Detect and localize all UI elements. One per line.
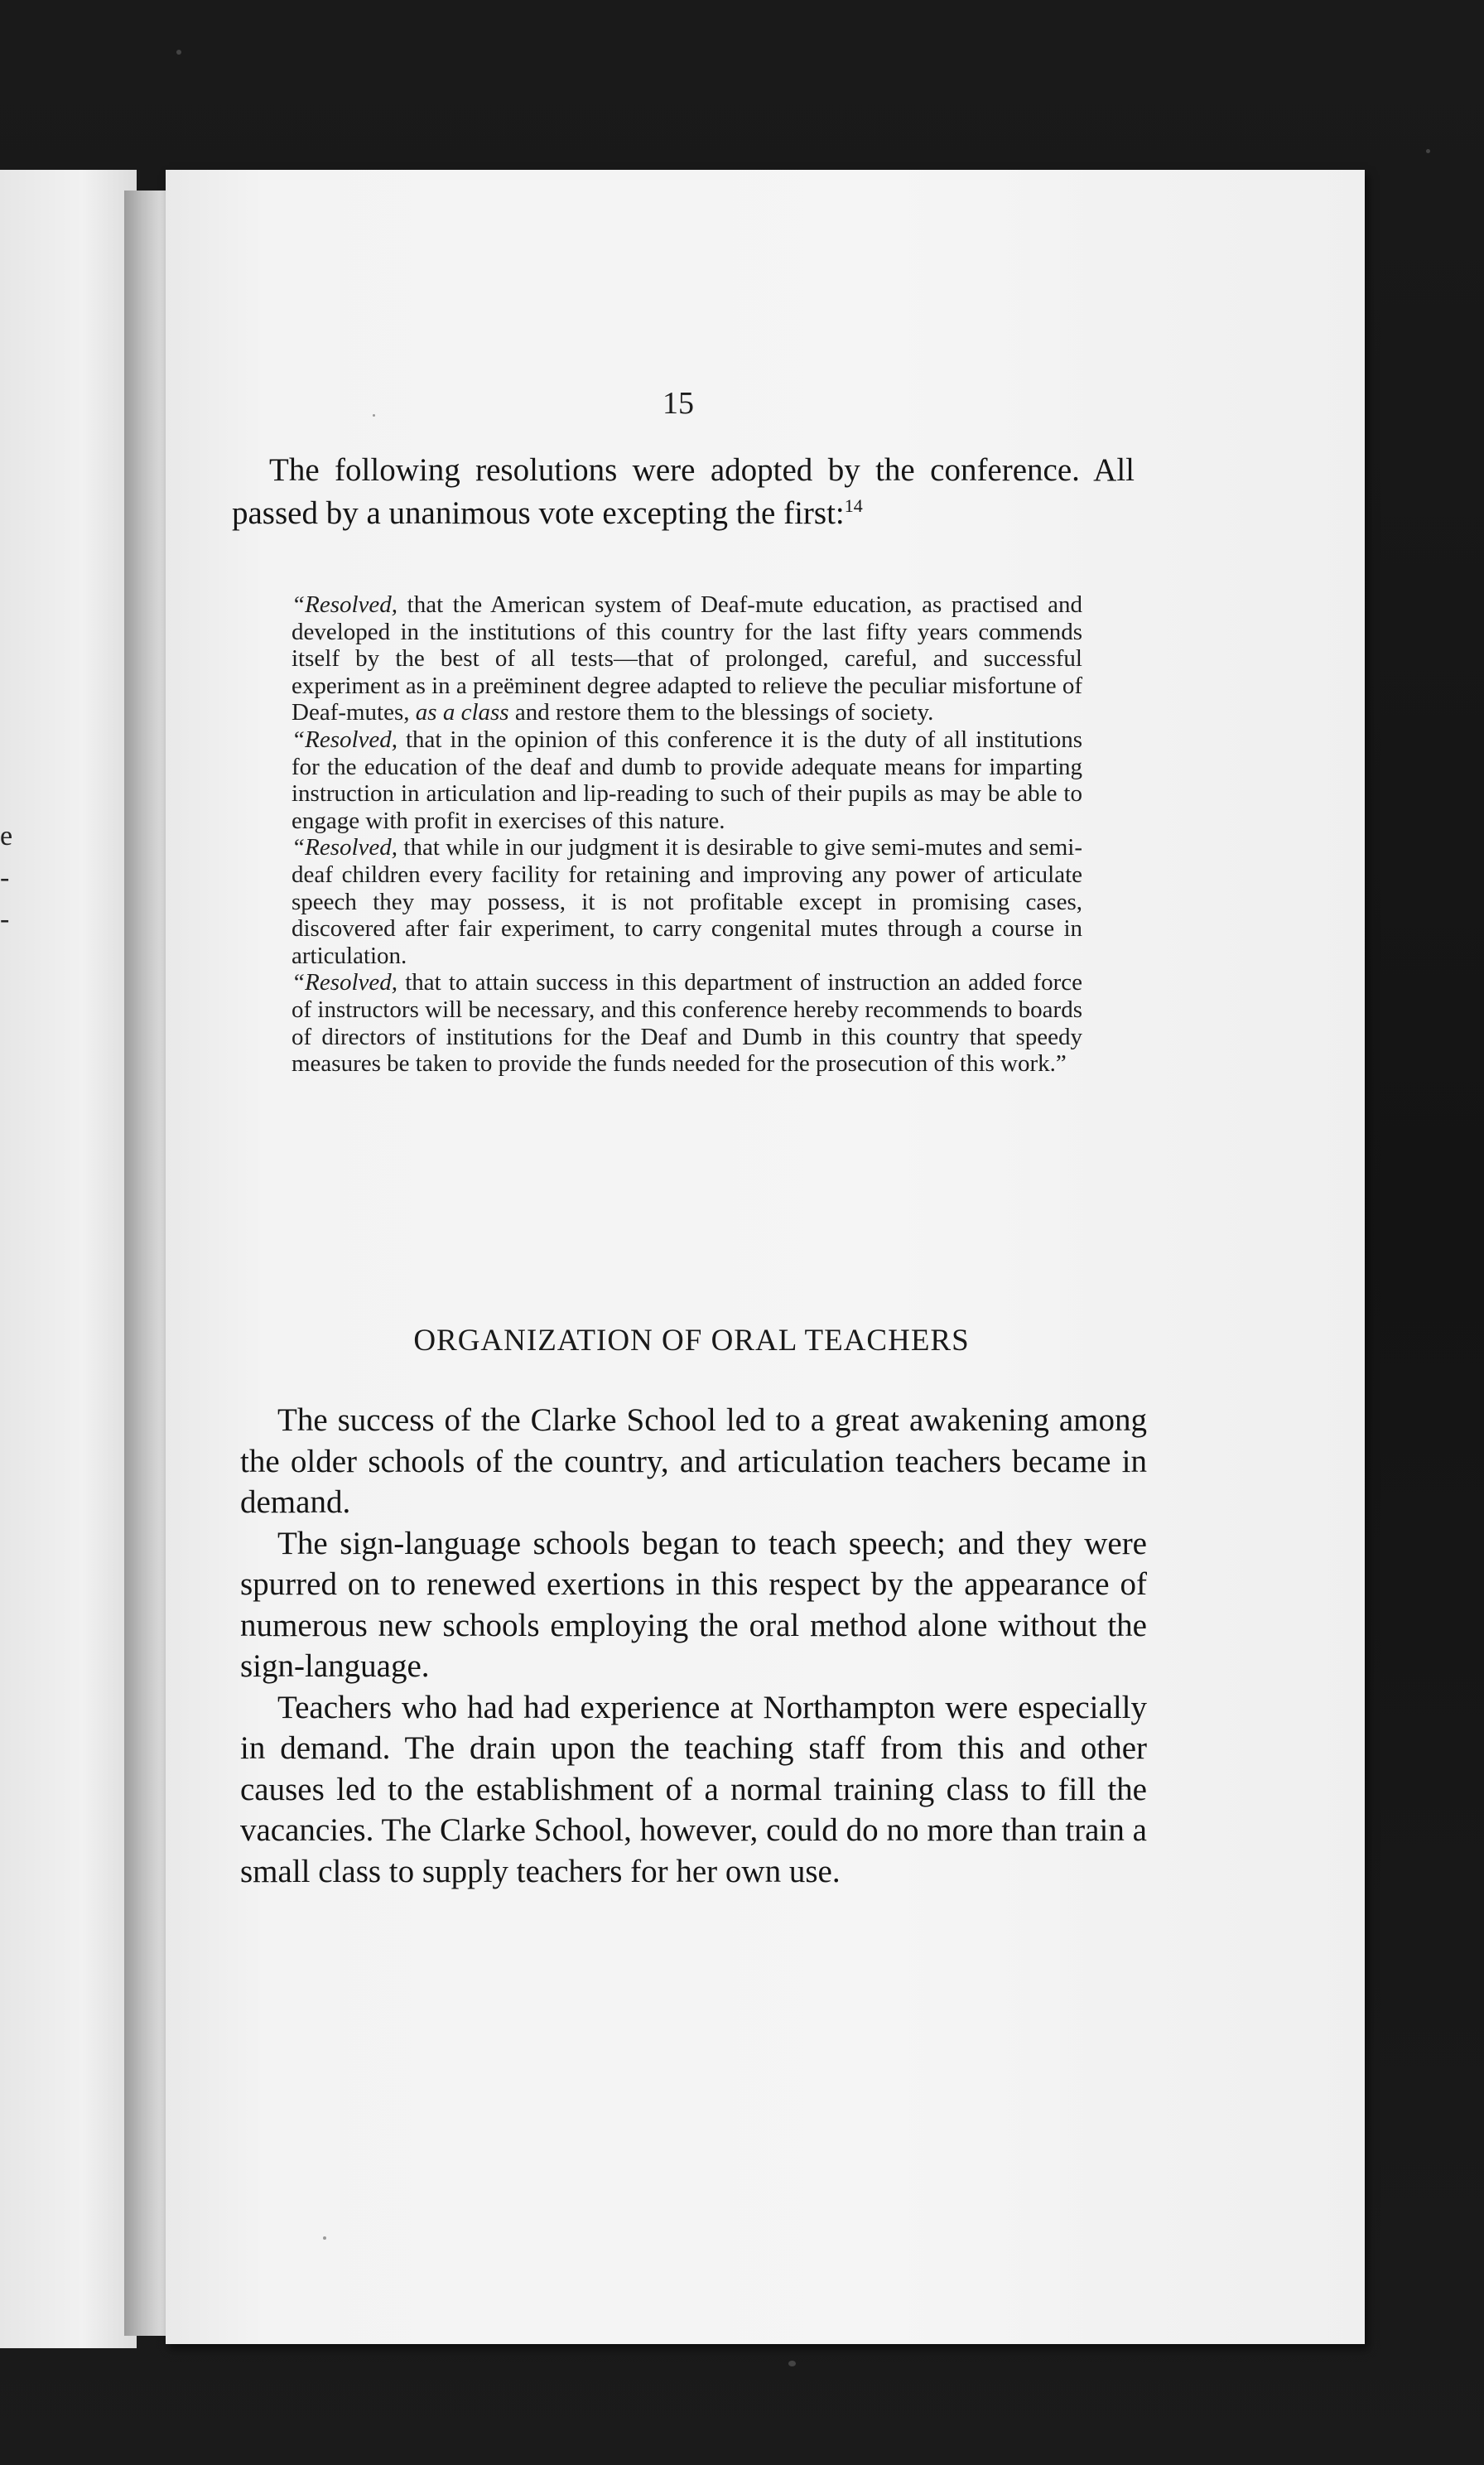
previous-page-fragment: - <box>0 862 10 893</box>
resolution-lead: “Resolved, <box>292 726 398 753</box>
resolution-4 <box>292 969 1082 1077</box>
resolution-text: that while in our judgment it is desirable to give semi-mutes and semi-deaf children every facility for retaining and improving any power of articulate speech they may possess, it is not profitable except in promising cases, discovered after fair experiment, to carry congenital mutes through a course in articulation. <box>292 834 1082 969</box>
previous-page-fragment: e <box>0 821 13 851</box>
intro-paragraph <box>232 449 1135 535</box>
resolution-3 <box>292 834 1082 969</box>
previous-page-edge <box>0 170 137 2348</box>
resolution-lead: “Resolved, <box>292 969 398 996</box>
scan-speck <box>373 414 375 417</box>
page-number: 15 <box>662 386 694 421</box>
resolution-emphasis: as a class <box>415 699 509 726</box>
resolution-text: that the American system of Deaf-mute education, as practised and developed in the institutions of this country for the last fifty years commends itself by the best of all tests—that of prolonged, careful, and successful experiment as in a preëminent degree adapted to relieve the peculiar misfortune of Deaf-mutes, <box>292 591 1082 726</box>
body-paragraph: The success of the Clarke School led to a great awakening among the older schools of the country, and articulation teachers became in demand. <box>240 1402 1147 1520</box>
scan-speck <box>1426 149 1430 153</box>
resolution-text: that in the opinion of this conference it is the duty of all institutions for the education of the deaf and dumb to provide adequate means for imparting instruction in articulation and lip-reading to such of their pupils as may be able to engage with profit in exercises of this nature. <box>292 726 1082 834</box>
section-body <box>240 1400 1147 1892</box>
scan-speck <box>323 2236 326 2240</box>
resolution-text: that to attain success in this department of instruction an added force of instructors will be necessary, and this conference hereby recommends to boards of directors of institutions for the Deaf and Dumb in this country that speedy measures be taken to provide the funds needed for the prosecution of this work.” <box>292 969 1082 1078</box>
section-heading: ORGANIZATION OF ORAL TEACHERS <box>413 1324 970 1358</box>
resolution-1 <box>292 591 1082 726</box>
resolutions-quote-block <box>292 591 1082 1078</box>
scan-speck <box>176 50 181 55</box>
resolution-2 <box>292 726 1082 834</box>
footnote-reference: 14 <box>844 495 863 516</box>
body-paragraph: The sign-language schools began to teach speech; and they were spurred on to renewed exertions in this respect by the appearance of numerous new schools employing the oral method alone without the sign-language. <box>240 1525 1147 1684</box>
scan-speck <box>788 2361 796 2366</box>
previous-page-text-fragments <box>0 816 12 940</box>
body-paragraph: Teachers who had had experience at Northampton were especially in demand. The drain upon the teaching staff from this and other causes led to the establishment of a normal training class to fill the vacancies. The Clarke School, however, could do no more than train a small class to supply teachers for her own use. <box>240 1689 1147 1889</box>
resolution-lead: “Resolved, <box>292 591 398 618</box>
resolution-text-after: and restore them to the blessings of society. <box>508 699 934 726</box>
previous-page-fragment: - <box>0 904 10 934</box>
resolution-lead: “Resolved, <box>292 834 398 861</box>
intro-text: The following resolutions were adopted by the conference. All passed by a unanimous vote excepting the first: <box>232 452 1135 531</box>
